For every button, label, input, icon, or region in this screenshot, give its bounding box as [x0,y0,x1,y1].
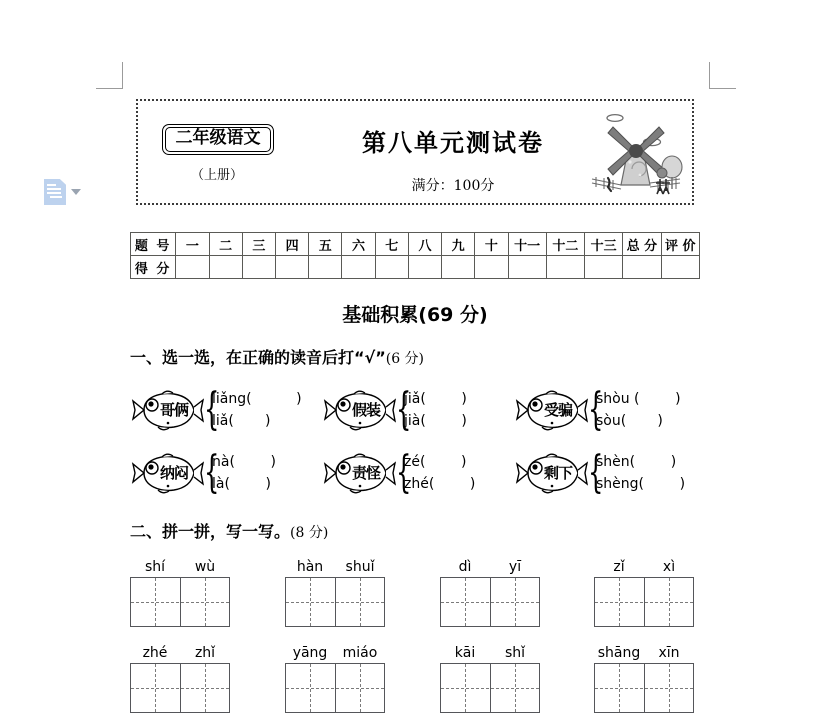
pinyin-6b: miáo [342,645,378,661]
col-header-3: 三 [242,233,275,256]
writing-grid-group-1 [130,559,230,627]
question-1-points: (6 分) [385,351,425,367]
writing-grid-group-2 [285,559,385,627]
col-header-4: 四 [275,233,308,256]
pinyin-3a: dì [458,559,472,575]
margin-mark-top-left [96,62,123,89]
brace-1: { [204,384,220,435]
writing-grid-group-7 [440,645,540,713]
score-cell-6[interactable] [342,256,375,279]
choice-options-3[interactable]: shòu ( ) sòu( ) [596,391,681,429]
score-cell-3[interactable] [242,256,275,279]
writing-grid-3[interactable] [440,577,540,627]
writing-grid-group-8 [594,645,694,713]
col-header-2: 二 [209,233,242,256]
pinyin-row-2 [285,559,385,575]
pinyin-1a: shí [144,559,166,575]
pinyin-5b: zhǐ [194,645,216,661]
pinyin-row-1 [130,559,230,575]
pinyin-4b: xì [662,559,676,575]
pinyin-3b: yī [508,559,522,575]
full-score-label: 满分：100分 [411,178,495,194]
pinyin-row-3 [440,559,540,575]
col-header-12: 十二 [546,233,584,256]
writing-grid-group-5 [130,645,230,713]
question-2-points: (8 分) [290,525,329,541]
score-cell-13[interactable] [585,256,623,279]
margin-mark-top-right [709,62,736,89]
pinyin-2b: shuǐ [345,559,375,575]
col-header-11: 十一 [508,233,546,256]
choice-options-5[interactable]: zé( ) zhé( ) [404,454,476,492]
page-title: 第八单元测试卷 [362,129,544,157]
choice-word-5: 责怪 [351,464,380,482]
col-header-9: 九 [442,233,475,256]
col-header-7: 七 [375,233,408,256]
col-header-evaluation: 评 价 [661,233,699,256]
question-1-text: 选一选，在正确的读音后打“√” [162,348,386,367]
choice-word-3: 受骗 [543,401,572,419]
choice-options-4[interactable]: nà( ) là( ) [212,454,276,492]
grade-subject-badge [162,124,274,155]
question-1-number: 一、 [130,348,163,367]
col-header-8: 八 [408,233,441,256]
brace-3: { [588,384,604,435]
grade-subject-label: 二年级语文 [165,127,271,152]
score-cell-evaluation[interactable] [661,256,699,279]
pinyin-row-7 [440,645,540,661]
pinyin-8b: xīn [658,645,680,661]
pinyin-8a: shāng [597,645,641,661]
row-label-score: 得 分 [131,256,176,279]
score-cell-12[interactable] [546,256,584,279]
writing-grid-5[interactable] [130,663,230,713]
score-cell-10[interactable] [475,256,508,279]
pinyin-row-5 [130,645,230,661]
score-cell-4[interactable] [275,256,308,279]
choice-word-2: 假装 [351,401,380,419]
col-header-13: 十三 [585,233,623,256]
score-table [130,232,700,279]
windmill-illustration [588,107,684,199]
row-label-question-number: 题 号 [131,233,176,256]
score-cell-2[interactable] [209,256,242,279]
col-header-1: 一 [176,233,209,256]
writing-grid-4[interactable] [594,577,694,627]
writing-grid-2[interactable] [285,577,385,627]
document-icon[interactable] [44,179,66,205]
writing-grid-7[interactable] [440,663,540,713]
question-2-text: 拼一拼，写一写。 [162,522,291,541]
writing-grid-6[interactable] [285,663,385,713]
pinyin-5a: zhé [142,645,168,661]
brace-6: { [588,447,604,498]
writing-grid-8[interactable] [594,663,694,713]
score-cell-8[interactable] [408,256,441,279]
writing-grid-group-4 [594,559,694,627]
col-header-6: 六 [342,233,375,256]
pinyin-row-8 [594,645,694,661]
table-row-scores [131,256,700,279]
pinyin-row-6 [285,645,385,661]
pinyin-1b: wù [194,559,216,575]
score-cell-9[interactable] [442,256,475,279]
brace-4: { [204,447,220,498]
brace-2: { [396,384,412,435]
writing-grid-group-3 [440,559,540,627]
col-header-10: 十 [475,233,508,256]
pinyin-6a: yāng [292,645,328,661]
choice-options-6[interactable]: shèn( ) shèng( ) [596,454,686,492]
section-heading: 基础积累(69 分) [342,304,488,326]
score-cell-11[interactable] [508,256,546,279]
exam-header-banner [136,99,694,205]
question-2-number: 二、 [130,522,163,541]
col-header-total: 总 分 [623,233,661,256]
question-1-heading [130,345,424,368]
col-header-5: 五 [309,233,342,256]
page-thumbnail-control[interactable] [44,179,81,205]
table-row-header [131,233,700,256]
question-2-heading [130,519,328,542]
score-cell-total[interactable] [623,256,661,279]
pinyin-7b: shǐ [504,645,526,661]
score-cell-5[interactable] [309,256,342,279]
pinyin-4a: zǐ [613,559,625,575]
chevron-down-icon[interactable] [71,189,81,195]
choice-options-2[interactable]: jiǎ( ) jià( ) [404,391,467,429]
choice-options-1[interactable]: liǎng( ) liǎ( ) [212,391,302,429]
writing-grid-1[interactable] [130,577,230,627]
pinyin-7a: kāi [454,645,476,661]
choice-word-1: 哥俩 [159,401,188,419]
choice-word-4: 纳闷 [159,464,188,482]
pinyin-row-4 [594,559,694,575]
choice-word-6: 剩下 [543,464,572,482]
score-cell-1[interactable] [176,256,209,279]
score-cell-7[interactable] [375,256,408,279]
volume-label: （上册） [190,168,243,183]
writing-grid-group-6 [285,645,385,713]
brace-5: { [396,447,412,498]
pinyin-2a: hàn [296,559,324,575]
